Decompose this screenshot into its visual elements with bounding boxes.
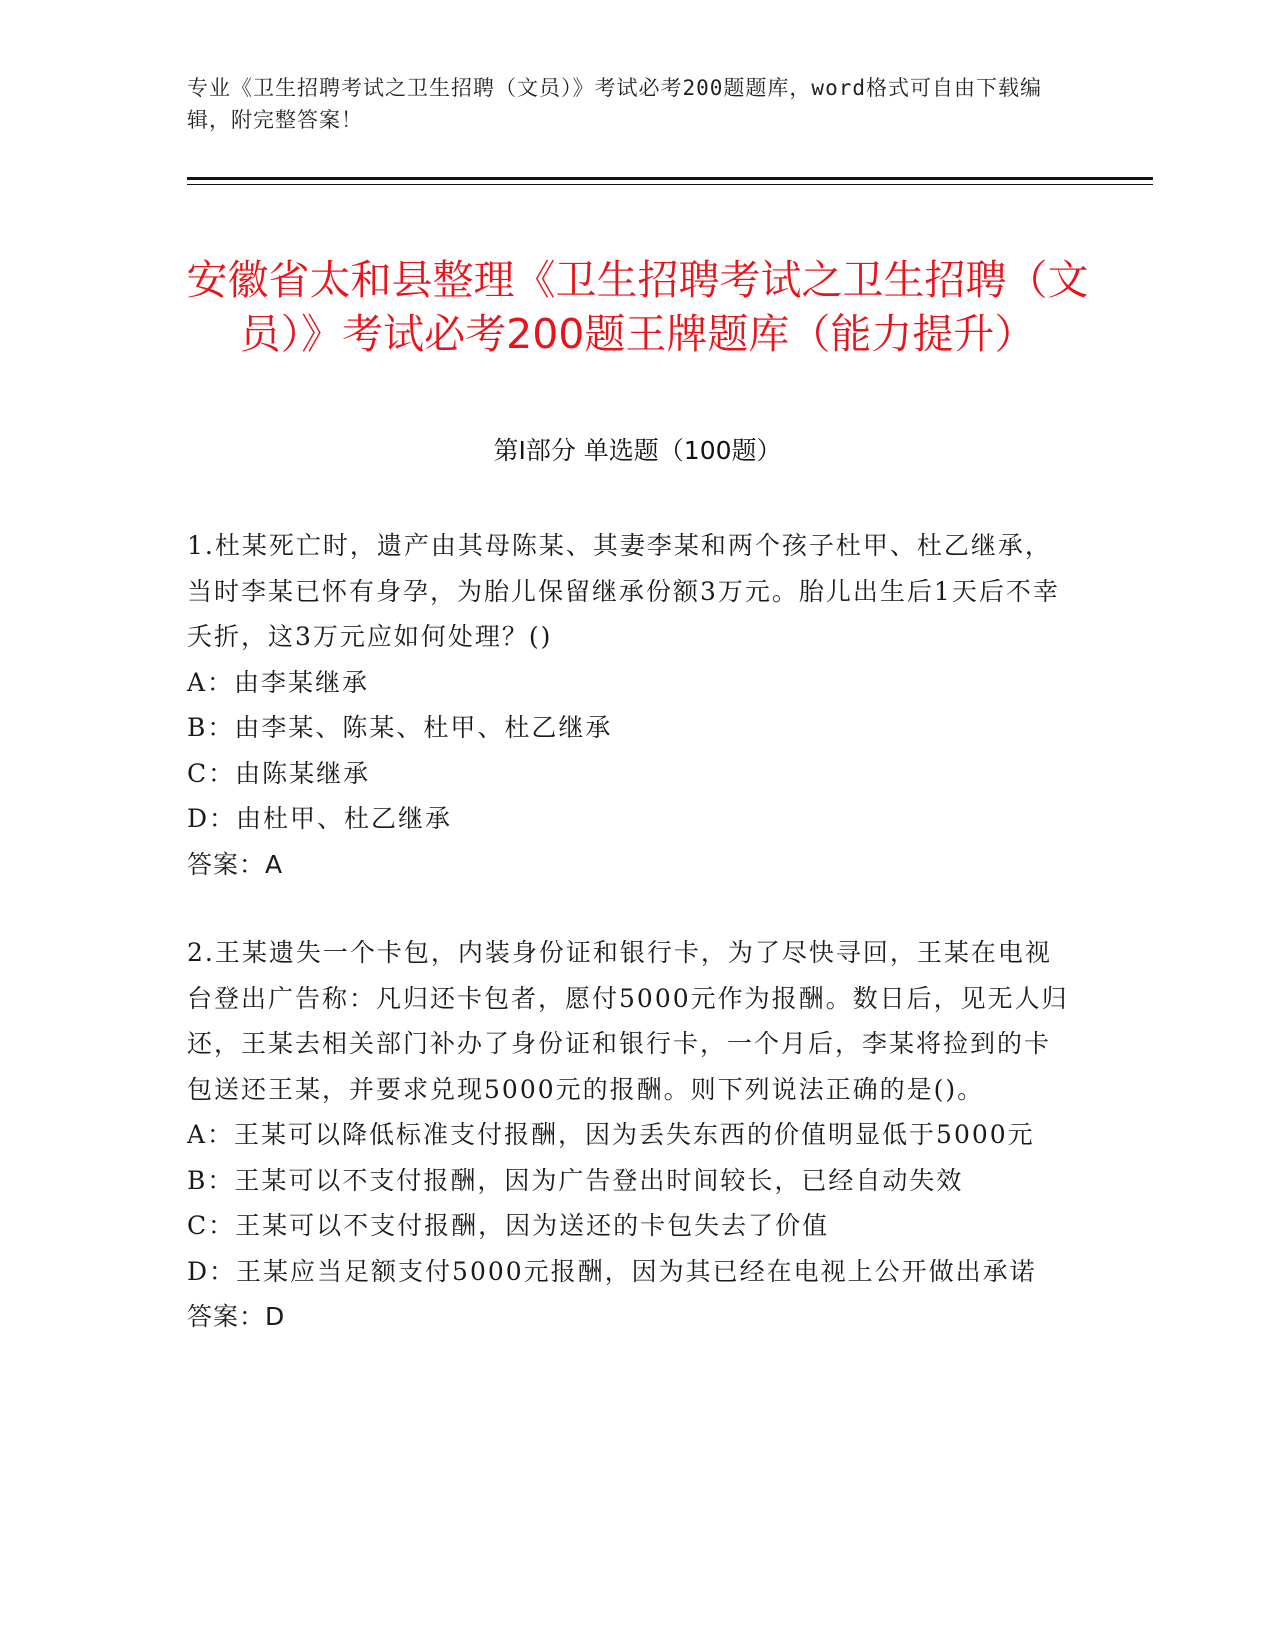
header-note: 专业《卫生招聘考试之卫生招聘（文员）》考试必考200题题库，word格式可自由下载编辑，附完整答案！ — [187, 76, 1042, 132]
question-2 — [187, 930, 1077, 1340]
header-divider-thick — [187, 177, 1153, 180]
option-d: D：由杜甲、杜乙继承 — [187, 804, 453, 833]
question-stem: 2.王某遗失一个卡包，内装身份证和银行卡，为了尽快寻回，王某在电视台登出广告称：凡归还卡包者，愿付5000元作为报酬。数日后，见无人归还，王某去相关部门补办了身份证和银行卡，一个月后，李某将捡到的卡包送还王某，并要求兑现5000元的报酬。则下列说法正确的是()。 — [187, 938, 1069, 1104]
option-a: A：王某可以降低标准支付报酬，因为丢失东西的价值明显低于5000元 — [187, 1120, 1035, 1149]
option-b: B：王某可以不支付报酬，因为广告登出时间较长，已经自动失效 — [187, 1165, 964, 1195]
section-heading: 第I部分 单选题（100题） — [493, 436, 782, 465]
question-1 — [187, 523, 1077, 887]
document-title: 安徽省太和县整理《卫生招聘考试之卫生招聘（文员）》考试必考200题王牌题库（能力提升） — [186, 256, 1089, 359]
header-divider-thin — [187, 184, 1153, 185]
answer: 答案：A — [187, 849, 284, 879]
option-d: D：王某应当足额支付5000元报酬，因为其已经在电视上公开做出承诺 — [187, 1256, 1037, 1286]
option-a: A：由李某继承 — [187, 667, 370, 697]
option-c: C：王某可以不支付报酬，因为送还的卡包失去了价值 — [187, 1211, 830, 1240]
option-b: B：由李某、陈某、杜甲、杜乙继承 — [187, 713, 613, 742]
question-stem: 1.杜某死亡时，遗产由其母陈某、其妻李某和两个孩子杜甲、杜乙继承，当时李某已怀有身孕，为胎儿保留继承份额3万元。胎儿出生后1天后不幸夭折，这3万元应如何处理？() — [187, 531, 1060, 651]
answer: 答案：D — [187, 1302, 286, 1331]
option-c: C：由陈某继承 — [187, 758, 371, 788]
